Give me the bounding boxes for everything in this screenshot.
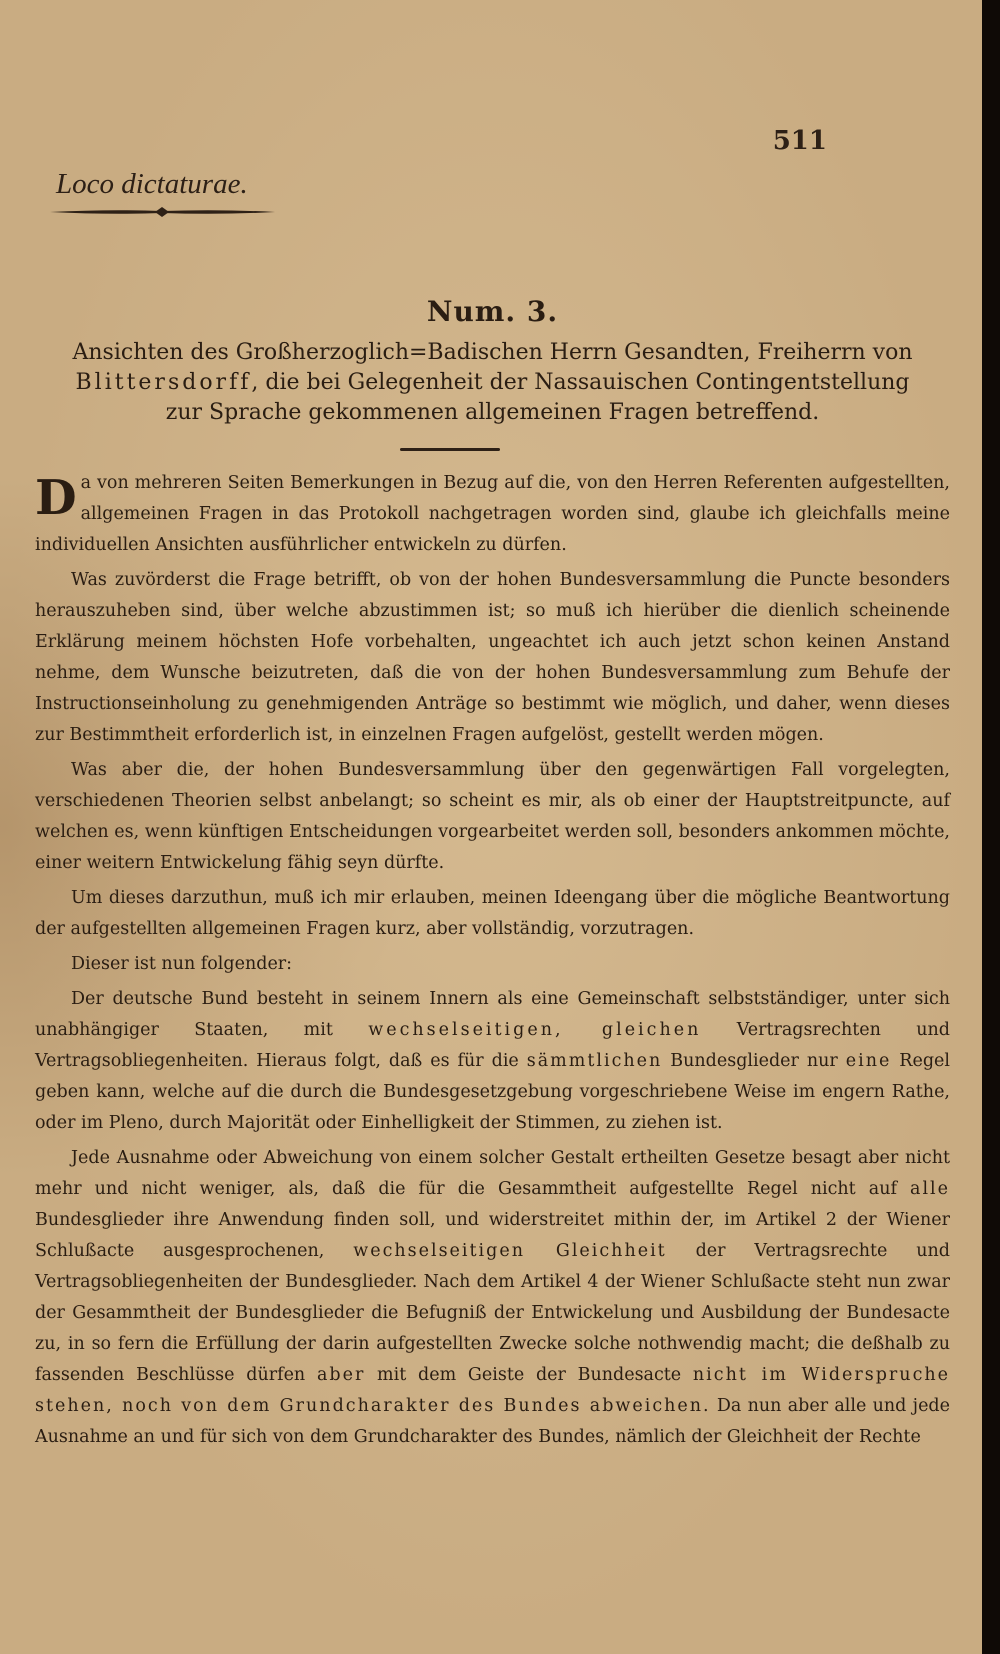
- heading-spaced-name: Blittersdorff: [75, 370, 252, 395]
- p6-part-c: Bundesglieder nur: [662, 1051, 846, 1071]
- book-spine-edge: [982, 0, 1000, 1654]
- paragraph-2: Was zuvörderst die Frage betrifft, ob von der hohen Bundesversammlung die Puncte besonders herauszuheben sind, über welche abzustimmen ist; so muß ich hierüber die dienlich scheinende Erklärung meinem höchsten Hofe vorbehalten, ungeachtet ich auch jetzt schon keinen Anstand nehme, dem Wunsche beizutreten, daß die von der hohen Bundesversammlung zum Behufe der Instructionseinholung zu genehmigenden Anträge so bestimmt wie möglich, und daher, wenn dieses zur Bestimmtheit erforderlich ist, in einzelnen Fragen aufgelöst, gestellt werden mögen.: [35, 570, 950, 745]
- p7-part-d: mit dem Geiste der Bundesacte: [365, 1365, 693, 1385]
- heading-line-2: [30, 368, 955, 398]
- paragraph-1: [35, 468, 950, 561]
- p7-emphasis-4: nicht im Widerspruche stehen, noch von dem Grundcharakter des Bundes abweichen.: [35, 1365, 950, 1416]
- body-text: [35, 468, 950, 1457]
- drop-cap: D: [35, 470, 77, 526]
- heading-divider: [400, 448, 500, 451]
- heading-line-3: zur Sprache gekommenen allgemeinen Fragen betreffend.: [165, 400, 820, 425]
- loco-dictaturae-label: Loco dictaturae.: [56, 168, 248, 200]
- paragraph-4: Um dieses darzuthun, muß ich mir erlauben, meinen Ideengang über die mögliche Beantwortung der aufgestellten allgemeinen Fragen kurz, aber vollständig, vorzutragen.: [35, 888, 950, 939]
- section-number: Num. 3.: [426, 295, 559, 328]
- ornamental-rule: [50, 205, 275, 219]
- p7-emphasis-1: alle: [910, 1179, 950, 1199]
- p7-part-e: Da nun aber alle und jede Ausnahme an und für sich von dem Grundcharakter des Bundes, nämlich der Gleichheit der Rechte: [35, 1396, 950, 1447]
- p7-emphasis-2: wechselseitigen Gleichheit: [353, 1241, 667, 1261]
- p6-part-d: Regel geben kann, welche auf die durch die Bundesgesetzgebung vorgeschriebene Weise im engern Rathe, oder im Pleno, durch Majorität oder Einhelligkeit der Stimmen, zu ziehen ist.: [35, 1051, 950, 1133]
- paragraph-7: [35, 1143, 950, 1453]
- paragraph-3: Was aber die, der hohen Bundesversammlung über den gegenwärtigen Fall vorgelegten, verschiedenen Theorien selbst anbelangt; so scheint es mir, als ob einer der Hauptstreitpuncte, auf welchen es, wenn künftigen Entscheidungen vorgearbeitet werden soll, besonders ankommen möchte, einer weitern Entwickelung fähig seyn dürfte.: [35, 760, 950, 873]
- p7-emphasis-3: aber: [316, 1365, 366, 1385]
- section-heading: [30, 338, 955, 428]
- p6-part-a: Der deutsche Bund besteht in seinem Innern als eine Gemeinschaft selbstständiger, unter sich unabhängiger Staaten, mit: [35, 989, 950, 1040]
- p6-emphasis-3: eine: [845, 1051, 892, 1071]
- p6-emphasis-2: sämmtlichen: [526, 1051, 663, 1071]
- p6-part-b: Vertragsrechten und Vertragsobliegenheiten. Hieraus folgt, daß es für die: [35, 1020, 950, 1071]
- heading-line-1: Ansichten des Großherzoglich=Badischen Herrn Gesandten, Freiherrn von: [72, 340, 913, 365]
- p6-emphasis-1: wechselseitigen, gleichen: [368, 1020, 702, 1040]
- p7-part-b: Bundesglieder ihre Anwendung finden soll, und widerstreitet mithin der, im Artikel 2 der Wiener Schlußacte ausgesprochenen,: [35, 1210, 950, 1261]
- paragraph-1-text: a von mehreren Seiten Bemerkungen in Bezug auf die, von den Herren Referenten aufgestellten, allgemeinen Fragen in das Protokoll nachgetragen worden sind, glaube ich gleichfalls meine individuellen Ansichten ausführlicher entwickeln zu dürfen.: [35, 473, 950, 555]
- heading-line-2-rest: , die bei Gelegenheit der Nassauischen Contingentstellung: [251, 370, 910, 395]
- paragraph-6: [35, 984, 950, 1139]
- p7-part-a: Jede Ausnahme oder Abweichung von einem solcher Gestalt ertheilten Gesetze besagt aber nicht mehr und nicht weniger, als, daß die für die Gesammtheit aufgestellte Regel nicht auf: [35, 1148, 950, 1199]
- page-number: 511: [772, 126, 827, 156]
- p7-part-c: der Vertragsrechte und Vertragsobliegenheiten der Bundesglieder. Nach dem Artikel 4 der Wiener Schlußacte steht nun zwar der Gesammtheit der Bundesglieder die Befugniß der Entwickelung und Ausbildung der Bundesacte zu, in so fern die Erfüllung der darin aufgestellten Zwecke solche nothwendig macht; die deßhalb zu fassenden Beschlüsse dürfen: [35, 1241, 950, 1385]
- paragraph-5: Dieser ist nun folgender:: [71, 954, 293, 974]
